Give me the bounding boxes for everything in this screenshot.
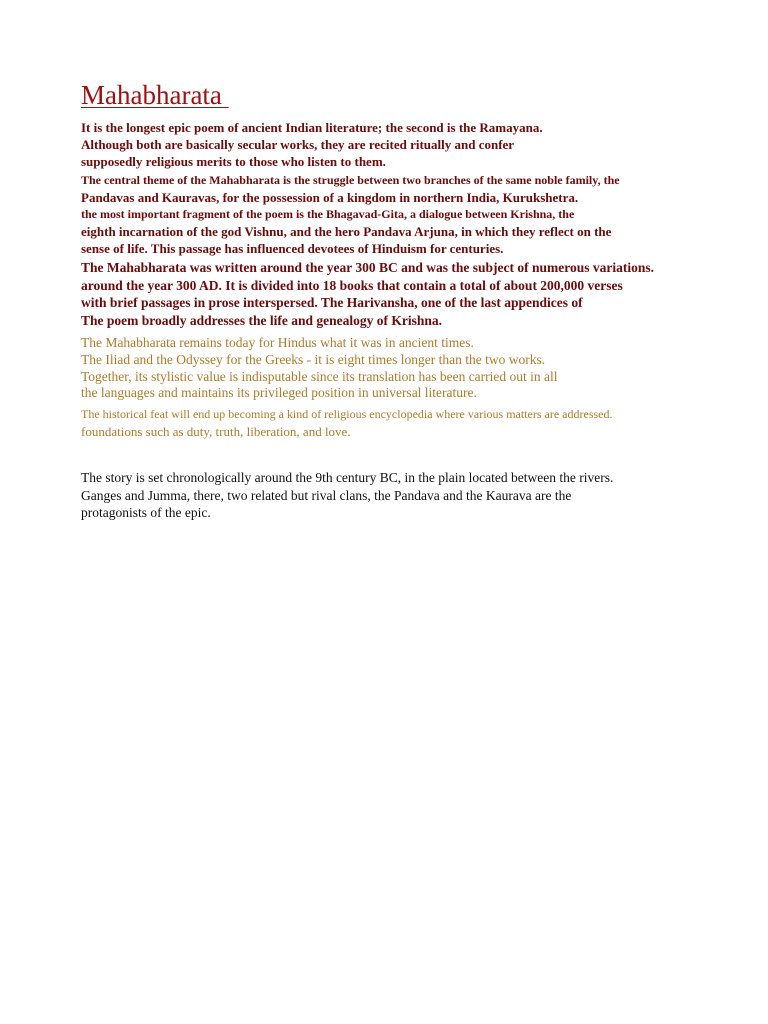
text-line: protagonists of the epic. [81,505,211,521]
text-line: eighth incarnation of the god Vishnu, and the hero Pandava Arjuna, in which they reflect on the [81,224,612,239]
text-line: foundations such as duty, truth, liberation, and love. [81,424,351,440]
paragraph-story-setting [81,469,741,522]
text-line: the most important fragment of the poem is the Bhagavad-Gita, a dialogue between Krishna, the [81,207,575,221]
text-line: Pandavas and Kauravas, for the possession of a kingdom in northern India, Kurukshetra. [81,190,579,205]
text-line: supposedly religious merits to those who listen to them. [81,154,386,169]
paragraph-history [81,259,741,329]
document-title: Mahabharata [81,80,229,110]
text-line: with brief passages in prose interspersed. The Harivansha, one of the last appendices of [81,295,583,310]
paragraph-intro [81,119,741,170]
paragraph-legacy [81,335,741,402]
text-line: The Iliad and the Odyssey for the Greeks - it is eight times longer than the two works. [81,351,546,367]
text-line: The historical feat will end up becoming a kind of religious encyclopedia where various matters are addressed. [81,407,613,422]
text-line: the languages and maintains its privileged position in universal literature. [81,385,477,401]
text-line: It is the longest epic poem of ancient Indian literature; the second is the Ramayana. [81,120,543,135]
text-line: The Mahabharata was written around the year 300 BC and was the subject of numerous variations. [81,260,655,275]
text-line: The Mahabharata remains today for Hindus what it was in ancient times. [81,335,474,350]
text-line: sense of life. This passage has influenced devotees of Hinduism for centuries. [81,241,504,256]
document-page [81,78,741,522]
paragraph-central-theme [81,172,741,257]
text-line: The central theme of the Mahabharata is the struggle between two branches of the same noble family, the [81,173,620,187]
text-line: Ganges and Jumma, there, two related but rival clans, the Pandava and the Kaurava are the [81,487,572,503]
paragraph-encyclopedia [81,406,741,440]
text-line: The story is set chronologically around the 9th century BC, in the plain located between the rivers. [81,470,614,486]
text-line: Although both are basically secular works, they are recited ritually and confer [81,137,515,152]
text-line: The poem broadly addresses the life and genealogy of Krishna. [81,312,443,328]
text-line: around the year 300 AD. It is divided into 18 books that contain a total of about 200,000 verses [81,277,623,293]
text-line: Together, its stylistic value is indisputable since its translation has been carried out in all [81,368,558,384]
